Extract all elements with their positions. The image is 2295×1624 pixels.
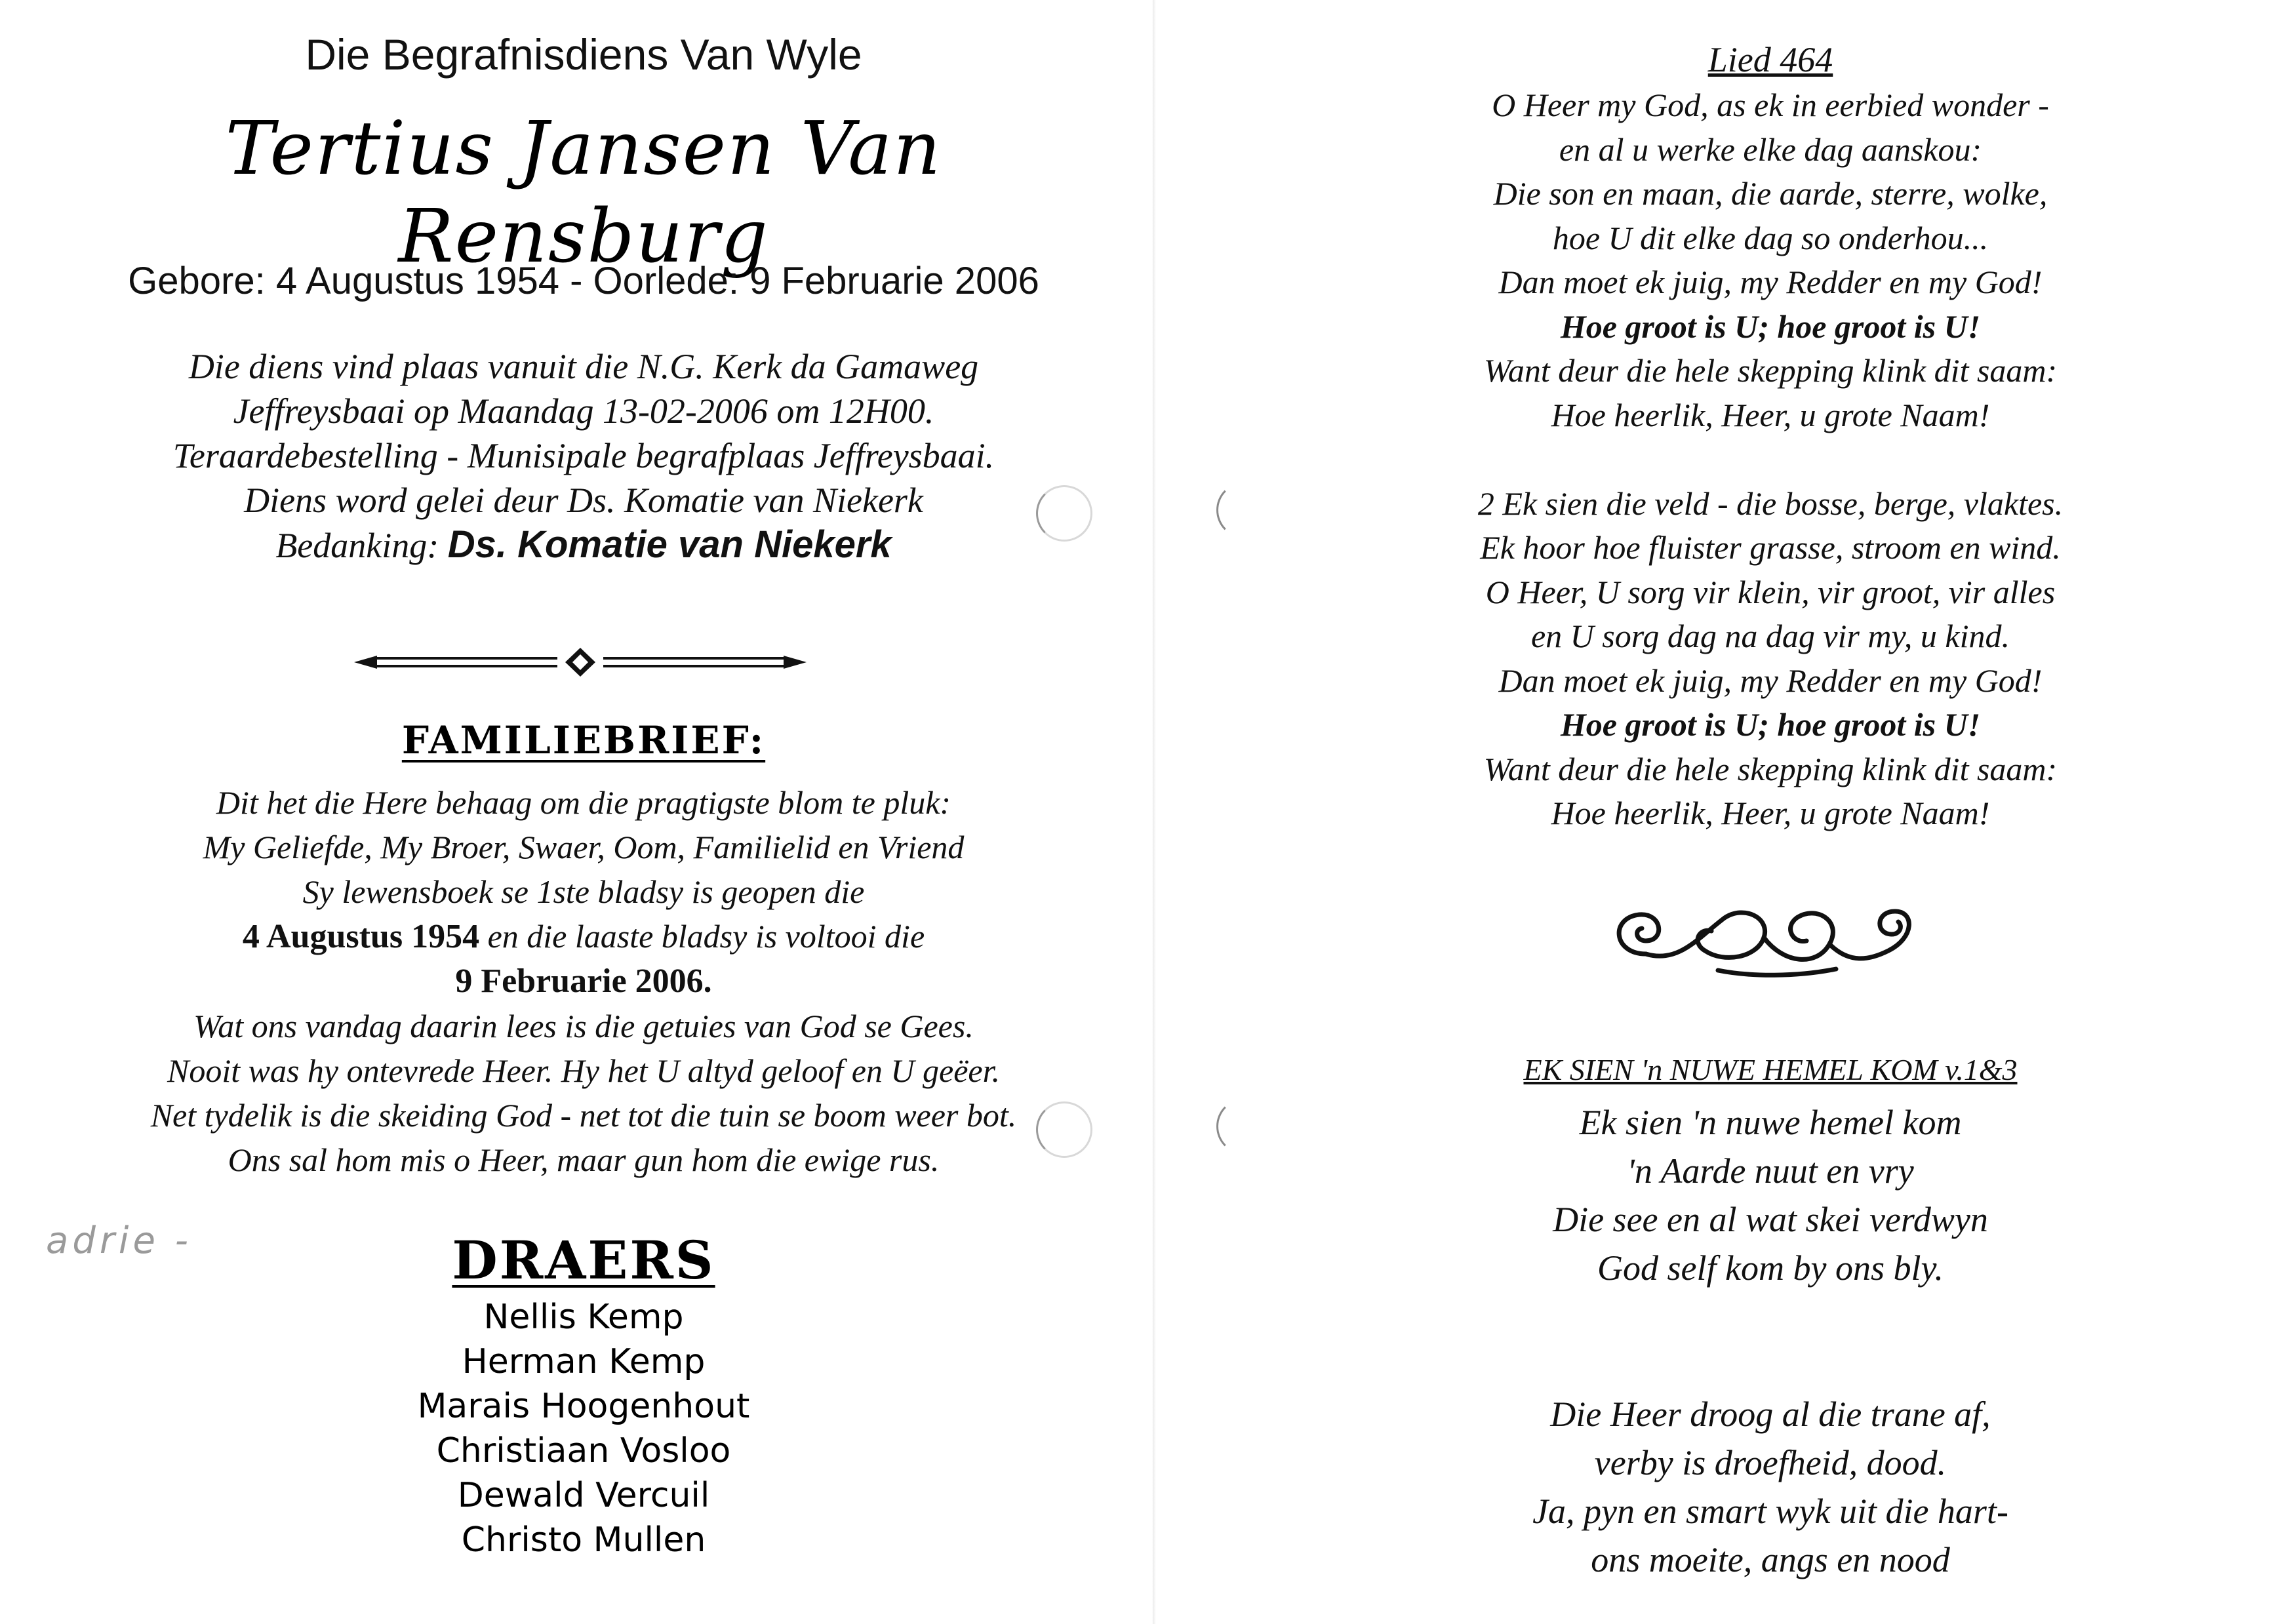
handwritten-note: adrie - xyxy=(46,1219,192,1262)
hymn-line: Ek hoor hoe fluister grasse, stroom en wind. xyxy=(1480,529,2061,566)
verse-line: Die Heer droog al die trane af, xyxy=(1550,1395,1991,1434)
verse-line: Die see en al wat skei verdwyn xyxy=(1553,1200,1988,1239)
hymn-line: Hoe groot is U; hoe groot is U! xyxy=(1560,307,1981,345)
service-line: Diens word gelei deur Ds. Komatie van Niekerk xyxy=(244,481,923,520)
letter-line: Nooit was hy ontevrede Heer. Hy het U altyd geloof en U geëer. xyxy=(167,1052,1001,1089)
deceased-name: Tertius Jansen Van Rensburg xyxy=(225,106,942,280)
service-details xyxy=(98,344,1069,568)
verse-line: 'n Aarde nuut en vry xyxy=(1627,1151,1914,1191)
hymn-title: Lied 464 xyxy=(1707,40,1833,79)
song2-verse1 xyxy=(1384,1098,2157,1292)
bearer-name: Dewald Vercuil xyxy=(457,1476,710,1515)
letter-line-birth xyxy=(98,914,1069,959)
letter-line: Net tydelik is die skeiding God - net tot die tuin se boom weer bot. xyxy=(150,1097,1017,1134)
hymn-line: Hoe heerlik, Heer, u grote Naam! xyxy=(1551,795,1990,831)
hymn-line: hoe U dit elke dag so onderhou... xyxy=(1552,219,1989,256)
scroll-ornament xyxy=(1600,892,1941,983)
letter-line-rest: en die laaste bladsy is voltooi die xyxy=(479,918,925,955)
hymn-line: en al u werke elke dag aanskou: xyxy=(1559,130,1982,168)
hymn-line: Hoe groot is U; hoe groot is U! xyxy=(1560,706,1981,743)
diamond-divider xyxy=(354,643,807,682)
letter-line: Sy lewensboek se 1ste bladsy is geopen die xyxy=(302,873,865,910)
birth-death-dates: Gebore: 4 Augustus 1954 - Oorlede: 9 Februarie 2006 xyxy=(128,260,1039,302)
service-line: Jeffreysbaai op Maandag 13-02-2006 om 12H00. xyxy=(233,391,934,431)
family-letter-heading: FAMILIEBRIEF: xyxy=(401,718,766,762)
bearer-name: Herman Kemp xyxy=(462,1342,706,1381)
service-line: Die diens vind plaas vanuit die N.G. Kerk da Gamaweg xyxy=(188,347,979,386)
bearer-name: Christo Mullen xyxy=(461,1520,706,1560)
hymn-line: Dan moet ek juig, my Redder en my God! xyxy=(1498,662,2043,699)
thanks-line xyxy=(98,523,1069,568)
hymn-line: Want deur die hele skepping klink dit saam: xyxy=(1483,750,2058,787)
verse-line: ons moeite, angs en nood xyxy=(1591,1540,1950,1579)
bearer-name: Christiaan Vosloo xyxy=(436,1431,731,1471)
bearers-list xyxy=(98,1295,1069,1562)
thanks-label: Bedanking: xyxy=(275,526,439,565)
letter-line: My Geliefde, My Broer, Swaer, Oom, Familielid en Vriend xyxy=(203,829,965,865)
verse-line: Ek sien 'n nuwe hemel kom xyxy=(1579,1103,1962,1142)
song2-title: EK SIEN 'n NUWE HEMEL KOM v.1&3 xyxy=(1523,1053,2018,1086)
bearer-name: Marais Hoogenhout xyxy=(417,1387,750,1426)
hymn-line: en U sorg dag na dag vir my, u kind. xyxy=(1530,618,2010,654)
letter-line: Wat ons vandag daarin lees is die getuies van God se Gees. xyxy=(193,1008,974,1044)
service-line: Teraardebestelling - Munisipale begrafplaas Jeffreysbaai. xyxy=(172,436,995,475)
hymn-spacer xyxy=(1384,437,2157,482)
verse-line: verby is droefheid, dood. xyxy=(1594,1443,1947,1482)
letter-line: Dit het die Here behaag om die pragtigste blom te pluk: xyxy=(216,784,951,821)
page-title: Die Begrafnisdiens Van Wyle xyxy=(305,30,862,79)
hymn-line: 2 Ek sien die veld - die bosse, berge, vlaktes. xyxy=(1477,485,2064,522)
song2-verse2 xyxy=(1384,1390,2157,1584)
death-date-bold: 9 Februarie 2006. xyxy=(455,962,712,1000)
hymn-line: Want deur die hele skepping klink dit saam: xyxy=(1483,352,2058,389)
page-fold xyxy=(1152,0,1156,1624)
letter-line: Ons sal hom mis o Heer, maar gun hom die ewige rus. xyxy=(228,1141,940,1178)
verse-line: God self kom by ons bly. xyxy=(1597,1248,1944,1288)
hymn-line: Die son en maan, die aarde, sterre, wolke, xyxy=(1493,175,2048,212)
bearer-name: Nellis Kemp xyxy=(483,1297,684,1337)
bearers-heading: DRAERS xyxy=(452,1229,715,1291)
hymn-line: Dan moet ek juig, my Redder en my God! xyxy=(1498,264,2043,300)
family-letter-text xyxy=(98,780,1069,1182)
punch-hole-right-top xyxy=(1216,482,1273,538)
birth-date-bold: 4 Augustus 1954 xyxy=(242,918,480,955)
punch-hole-right-bottom xyxy=(1216,1098,1273,1155)
hymn-line: Hoe heerlik, Heer, u grote Naam! xyxy=(1551,396,1990,433)
hymn-464 xyxy=(1384,36,2157,836)
hymn-line: O Heer my God, as ek in eerbied wonder - xyxy=(1492,87,2049,123)
thanks-name: Ds. Komatie van Niekerk xyxy=(447,523,892,566)
hymn-line: O Heer, U sorg vir klein, vir groot, vir alles xyxy=(1485,573,2056,610)
verse-line: Ja, pyn en smart wyk uit die hart- xyxy=(1532,1492,2008,1531)
